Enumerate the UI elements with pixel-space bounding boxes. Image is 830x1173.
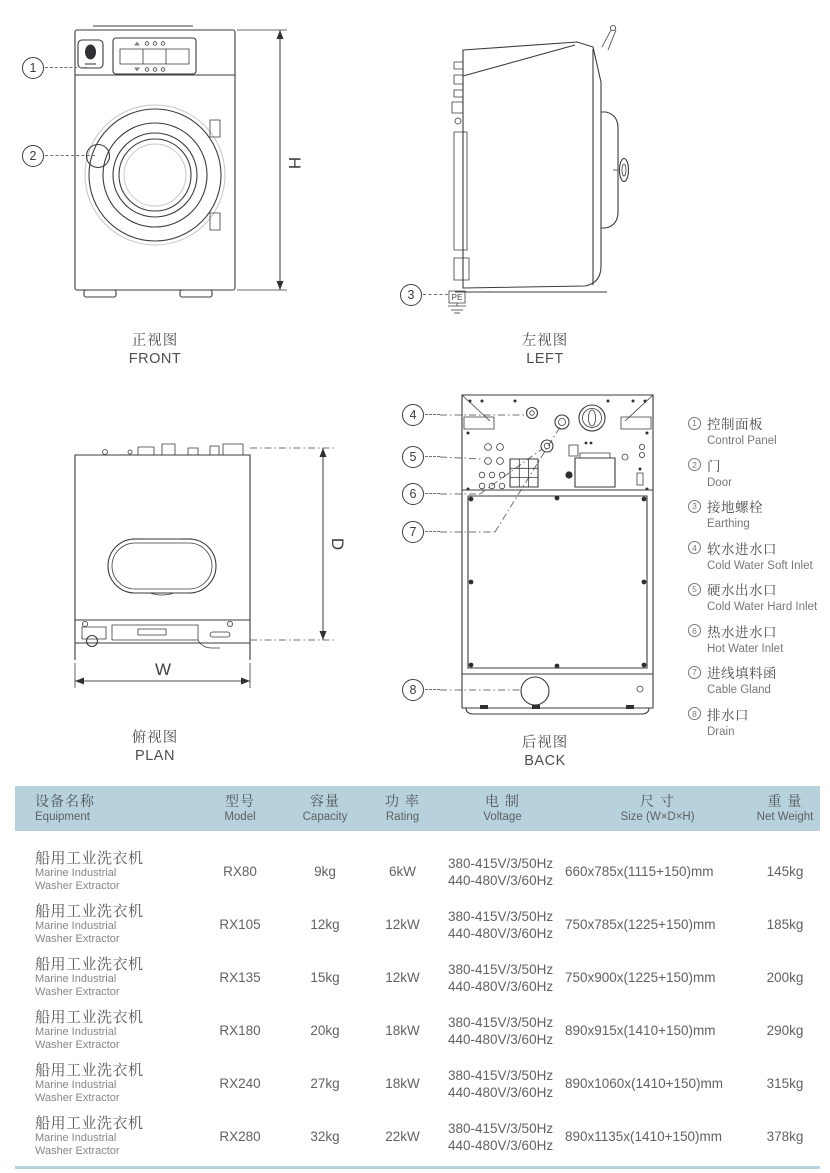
dim-width-label: W [154, 660, 172, 679]
leader-line [425, 493, 440, 494]
model-cell: RX240 [219, 1076, 261, 1091]
plan-caption: 俯视图 PLAN [131, 730, 179, 764]
voltage-cell: 380-415V/3/50Hz 440-480V/3/60Hz [448, 908, 554, 941]
left-view-drawing [425, 20, 637, 320]
weight-cell: 290kg [766, 1023, 804, 1038]
weight-cell: 185kg [766, 917, 804, 932]
legend-item-control-panel: 1 控制面板 Control Panel [688, 413, 830, 448]
header-capacity: 容量 Capacity [302, 793, 348, 823]
size-cell: 890x1135x(1410+150)mm [565, 1129, 722, 1144]
legend-number: 6 [688, 624, 701, 637]
leader-line [423, 294, 448, 295]
legend-item-soft-inlet: 4 软水进水口 Cold Water Soft Inlet [688, 538, 830, 573]
rating-cell: 12kW [385, 970, 420, 985]
callout-drain: 8 [402, 679, 424, 701]
legend-number: 8 [688, 707, 701, 720]
dim-height-label: H [285, 156, 304, 170]
front-view-drawing [60, 18, 304, 318]
capacity-cell: 12kg [310, 917, 340, 932]
model-cell: RX280 [219, 1129, 261, 1144]
spec-table [15, 786, 820, 1169]
equipment-cell: 船用工业洗衣机 Marine Industrial Washer Extractor [35, 1008, 144, 1051]
legend-number: 1 [688, 417, 701, 430]
pe-label: PE [451, 293, 463, 302]
capacity-cell: 32kg [310, 1129, 340, 1144]
front-caption: 正视图 FRONT [128, 333, 182, 367]
callout-hot-inlet: 6 [402, 483, 424, 505]
parts-legend [688, 413, 830, 745]
leader-line [425, 414, 440, 415]
header-voltage: 电 制 Voltage [483, 793, 522, 823]
capacity-cell: 27kg [310, 1076, 340, 1091]
capacity-cell: 9kg [314, 864, 336, 879]
equipment-cell: 船用工业洗衣机 Marine Industrial Washer Extractor [35, 902, 144, 945]
rating-cell: 22kW [385, 1129, 420, 1144]
size-cell: 890x915x(1410+150)mm [565, 1023, 716, 1038]
callout-soft-inlet: 4 [402, 404, 424, 426]
callout-control-panel: 1 [22, 57, 44, 79]
legend-number: 7 [688, 666, 701, 679]
weight-cell: 145kg [766, 864, 804, 879]
model-cell: RX135 [219, 970, 261, 985]
table-header-row [15, 786, 820, 831]
legend-item-hot-inlet: 6 热水进水口 Hot Water Inlet [688, 621, 830, 656]
weight-cell: 378kg [766, 1129, 804, 1144]
table-row-rx280 [15, 1110, 820, 1163]
table-row-rx135 [15, 951, 820, 1004]
model-cell: RX180 [219, 1023, 261, 1038]
header-rating: 功 率 Rating [385, 793, 420, 823]
legend-number: 4 [688, 541, 701, 554]
header-equipment: 设备名称 Equipment [35, 793, 95, 823]
voltage-cell: 380-415V/3/50Hz 440-480V/3/60Hz [448, 1120, 554, 1153]
legend-item-hard-inlet: 5 硬水出水口 Cold Water Hard Inlet [688, 579, 830, 614]
leader-line [425, 531, 440, 532]
callout-cable-gland: 7 [402, 521, 424, 543]
equipment-cell: 船用工业洗衣机 Marine Industrial Washer Extractor [35, 1114, 144, 1157]
rating-cell: 18kW [385, 1023, 420, 1038]
weight-cell: 200kg [766, 970, 804, 985]
equipment-cell: 船用工业洗衣机 Marine Industrial Washer Extractor [35, 849, 144, 892]
capacity-cell: 20kg [310, 1023, 340, 1038]
legend-item-drain: 8 排水口 Drain [688, 704, 830, 739]
table-row-rx80 [15, 845, 820, 898]
model-cell: RX105 [219, 917, 261, 932]
legend-item-earthing: 3 接地螺栓 Earthing [688, 496, 830, 531]
table-row-rx105 [15, 898, 820, 951]
size-cell: 890x1060x(1410+150)mm [565, 1076, 723, 1091]
capacity-cell: 15kg [310, 970, 340, 985]
legend-item-cable-gland: 7 进线填料函 Cable Gland [688, 662, 830, 697]
voltage-cell: 380-415V/3/50Hz 440-480V/3/60Hz [448, 1014, 554, 1047]
leader-line [425, 456, 440, 457]
leader-line [45, 155, 95, 156]
left-caption: 左视图 LEFT [521, 333, 569, 367]
size-cell: 750x785x(1225+150)mm [565, 917, 716, 932]
table-row-rx180 [15, 1004, 820, 1057]
leader-line [45, 67, 87, 68]
voltage-cell: 380-415V/3/50Hz 440-480V/3/60Hz [448, 855, 554, 888]
equipment-cell: 船用工业洗衣机 Marine Industrial Washer Extractor [35, 955, 144, 998]
callout-hard-inlet: 5 [402, 446, 424, 468]
table-row-rx240 [15, 1057, 820, 1110]
rating-cell: 6kW [389, 864, 416, 879]
size-cell: 660x785x(1115+150)mm [565, 864, 714, 879]
legend-number: 5 [688, 583, 701, 596]
weight-cell: 315kg [766, 1076, 804, 1091]
table-bottom-rule [15, 1166, 820, 1169]
legend-number: 3 [688, 500, 701, 513]
plan-view-drawing [60, 435, 350, 705]
legend-number: 2 [688, 458, 701, 471]
equipment-cell: 船用工业洗衣机 Marine Industrial Washer Extractor [35, 1061, 144, 1104]
back-view-drawing [440, 385, 675, 725]
callout-earthing: 3 [400, 284, 422, 306]
legend-item-door: 2 门 Door [688, 455, 830, 490]
model-cell: RX80 [223, 864, 257, 879]
size-cell: 750x900x(1225+150)mm [565, 970, 716, 985]
rating-cell: 18kW [385, 1076, 420, 1091]
leader-line [425, 689, 440, 690]
callout-door: 2 [22, 145, 44, 167]
voltage-cell: 380-415V/3/50Hz 440-480V/3/60Hz [448, 961, 554, 994]
dim-depth-label: D [328, 537, 347, 551]
table-body [15, 845, 820, 1163]
header-weight: 重 量 Net Weight [756, 793, 814, 823]
rating-cell: 12kW [385, 917, 420, 932]
back-caption: 后视图 BACK [521, 735, 569, 769]
voltage-cell: 380-415V/3/50Hz 440-480V/3/60Hz [448, 1067, 554, 1100]
header-model: 型号 Model [224, 793, 256, 823]
header-size: 尺 寸 Size (W×D×H) [620, 793, 695, 823]
